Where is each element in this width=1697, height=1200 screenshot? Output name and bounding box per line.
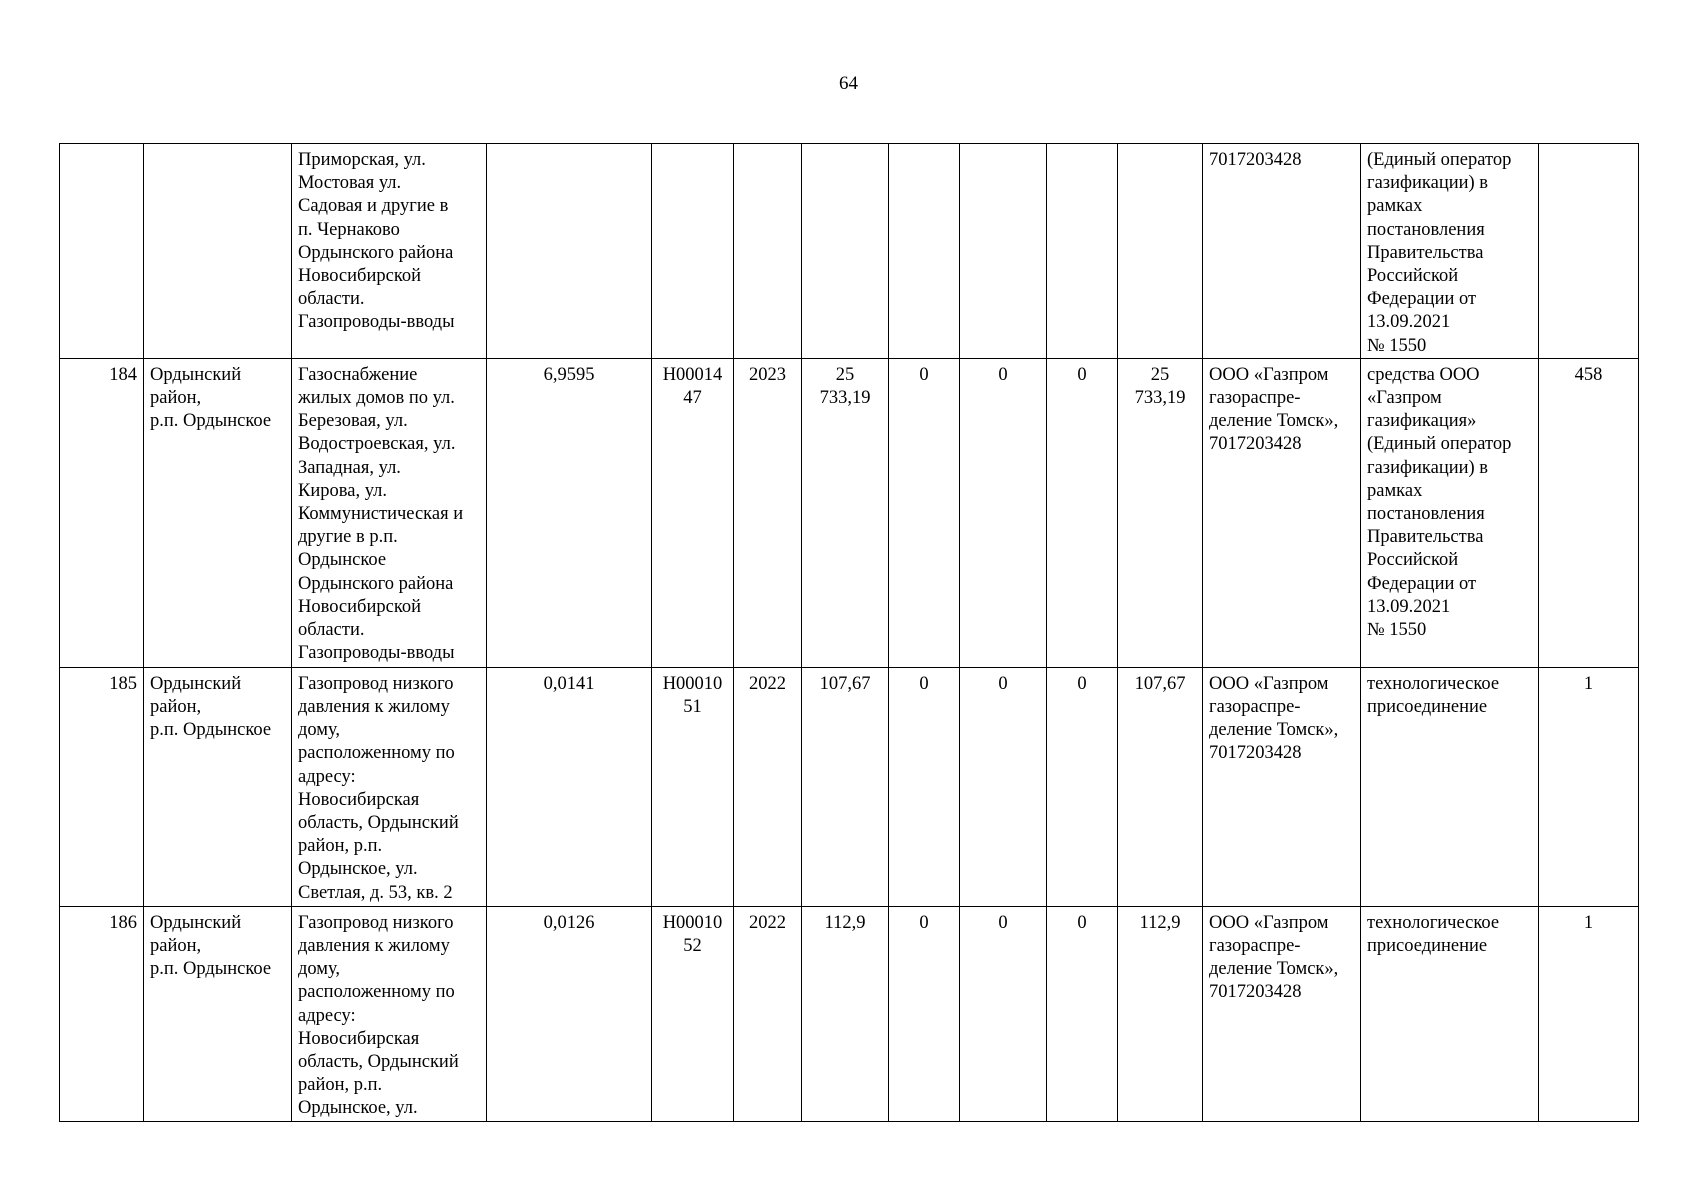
cell-total: 107,67 — [802, 667, 889, 906]
cell-year: 2022 — [734, 906, 802, 1121]
cell-inventory: Н00014 47 — [652, 358, 734, 667]
cell-year: 2022 — [734, 667, 802, 906]
cell-basis: (Единый оператор газификации) в рамках постановления Правительства Российской Федерации от 13.09.2021 № 1550 — [1361, 144, 1539, 359]
cell-value-2: 0 — [960, 667, 1047, 906]
cell-number — [60, 144, 144, 359]
cell-last — [1539, 144, 1639, 359]
cell-value-1: 0 — [889, 667, 960, 906]
cell-inventory: Н00010 52 — [652, 906, 734, 1121]
cell-total — [802, 144, 889, 359]
cell-value-4: 25 733,19 — [1118, 358, 1203, 667]
cell-total: 25 733,19 — [802, 358, 889, 667]
cell-number: 185 — [60, 667, 144, 906]
cell-inventory: Н00010 51 — [652, 667, 734, 906]
cell-value-4: 112,9 — [1118, 906, 1203, 1121]
cell-number: 184 — [60, 358, 144, 667]
cell-length — [487, 144, 652, 359]
cell-value-2: 0 — [960, 906, 1047, 1121]
cell-owner: 7017203428 — [1203, 144, 1361, 359]
data-table — [59, 143, 1639, 1122]
cell-value-2 — [960, 144, 1047, 359]
page-number: 64 — [839, 73, 858, 94]
cell-value-3: 0 — [1047, 906, 1118, 1121]
cell-last: 1 — [1539, 906, 1639, 1121]
cell-value-3: 0 — [1047, 667, 1118, 906]
cell-basis: технологическое присоединение — [1361, 906, 1539, 1121]
cell-total: 112,9 — [802, 906, 889, 1121]
cell-basis: средства ООО «Газпром газификация» (Единый оператор газификации) в рамках постановления Правительства Российской Федерации от 13.09.2021 № 1550 — [1361, 358, 1539, 667]
cell-length: 0,0126 — [487, 906, 652, 1121]
cell-year — [734, 144, 802, 359]
cell-object: Газоснабжение жилых домов по ул. Березовая, ул. Водостроевская, ул. Западная, ул. Кирова, ул. Коммунистическая и другие в р.п. Ордынское Ордынского района Новосибирской области. Газопроводы-вводы — [292, 358, 487, 667]
cell-owner: ООО «Газпром газораспре- деление Томск», 7017203428 — [1203, 358, 1361, 667]
cell-year: 2023 — [734, 358, 802, 667]
cell-value-1: 0 — [889, 906, 960, 1121]
cell-value-1: 0 — [889, 358, 960, 667]
table-row — [60, 906, 1639, 1121]
cell-object: Газопровод низкого давления к жилому дому, расположенному по адресу: Новосибирская область, Ордынский район, р.п. Ордынское, ул. — [292, 906, 487, 1121]
cell-value-4 — [1118, 144, 1203, 359]
cell-number: 186 — [60, 906, 144, 1121]
cell-district: Ордынский район, р.п. Ордынское — [144, 667, 292, 906]
cell-value-1 — [889, 144, 960, 359]
cell-owner: ООО «Газпром газораспре- деление Томск», 7017203428 — [1203, 906, 1361, 1121]
table-row — [60, 144, 1639, 359]
cell-last: 1 — [1539, 667, 1639, 906]
cell-object: Газопровод низкого давления к жилому дому, расположенному по адресу: Новосибирская область, Ордынский район, р.п. Ордынское, ул. Светлая, д. 53, кв. 2 — [292, 667, 487, 906]
table-row — [60, 358, 1639, 667]
cell-inventory — [652, 144, 734, 359]
cell-owner: ООО «Газпром газораспре- деление Томск», 7017203428 — [1203, 667, 1361, 906]
cell-value-3 — [1047, 144, 1118, 359]
cell-object: Приморская, ул. Мостовая ул. Садовая и другие в п. Чернаково Ордынского района Новосибирской области. Газопроводы-вводы — [292, 144, 487, 359]
cell-length: 0,0141 — [487, 667, 652, 906]
cell-value-4: 107,67 — [1118, 667, 1203, 906]
cell-district: Ордынский район, р.п. Ордынское — [144, 906, 292, 1121]
table-row — [60, 667, 1639, 906]
cell-district: Ордынский район, р.п. Ордынское — [144, 358, 292, 667]
cell-district — [144, 144, 292, 359]
cell-basis: технологическое присоединение — [1361, 667, 1539, 906]
cell-last: 458 — [1539, 358, 1639, 667]
cell-value-2: 0 — [960, 358, 1047, 667]
cell-value-3: 0 — [1047, 358, 1118, 667]
cell-length: 6,9595 — [487, 358, 652, 667]
